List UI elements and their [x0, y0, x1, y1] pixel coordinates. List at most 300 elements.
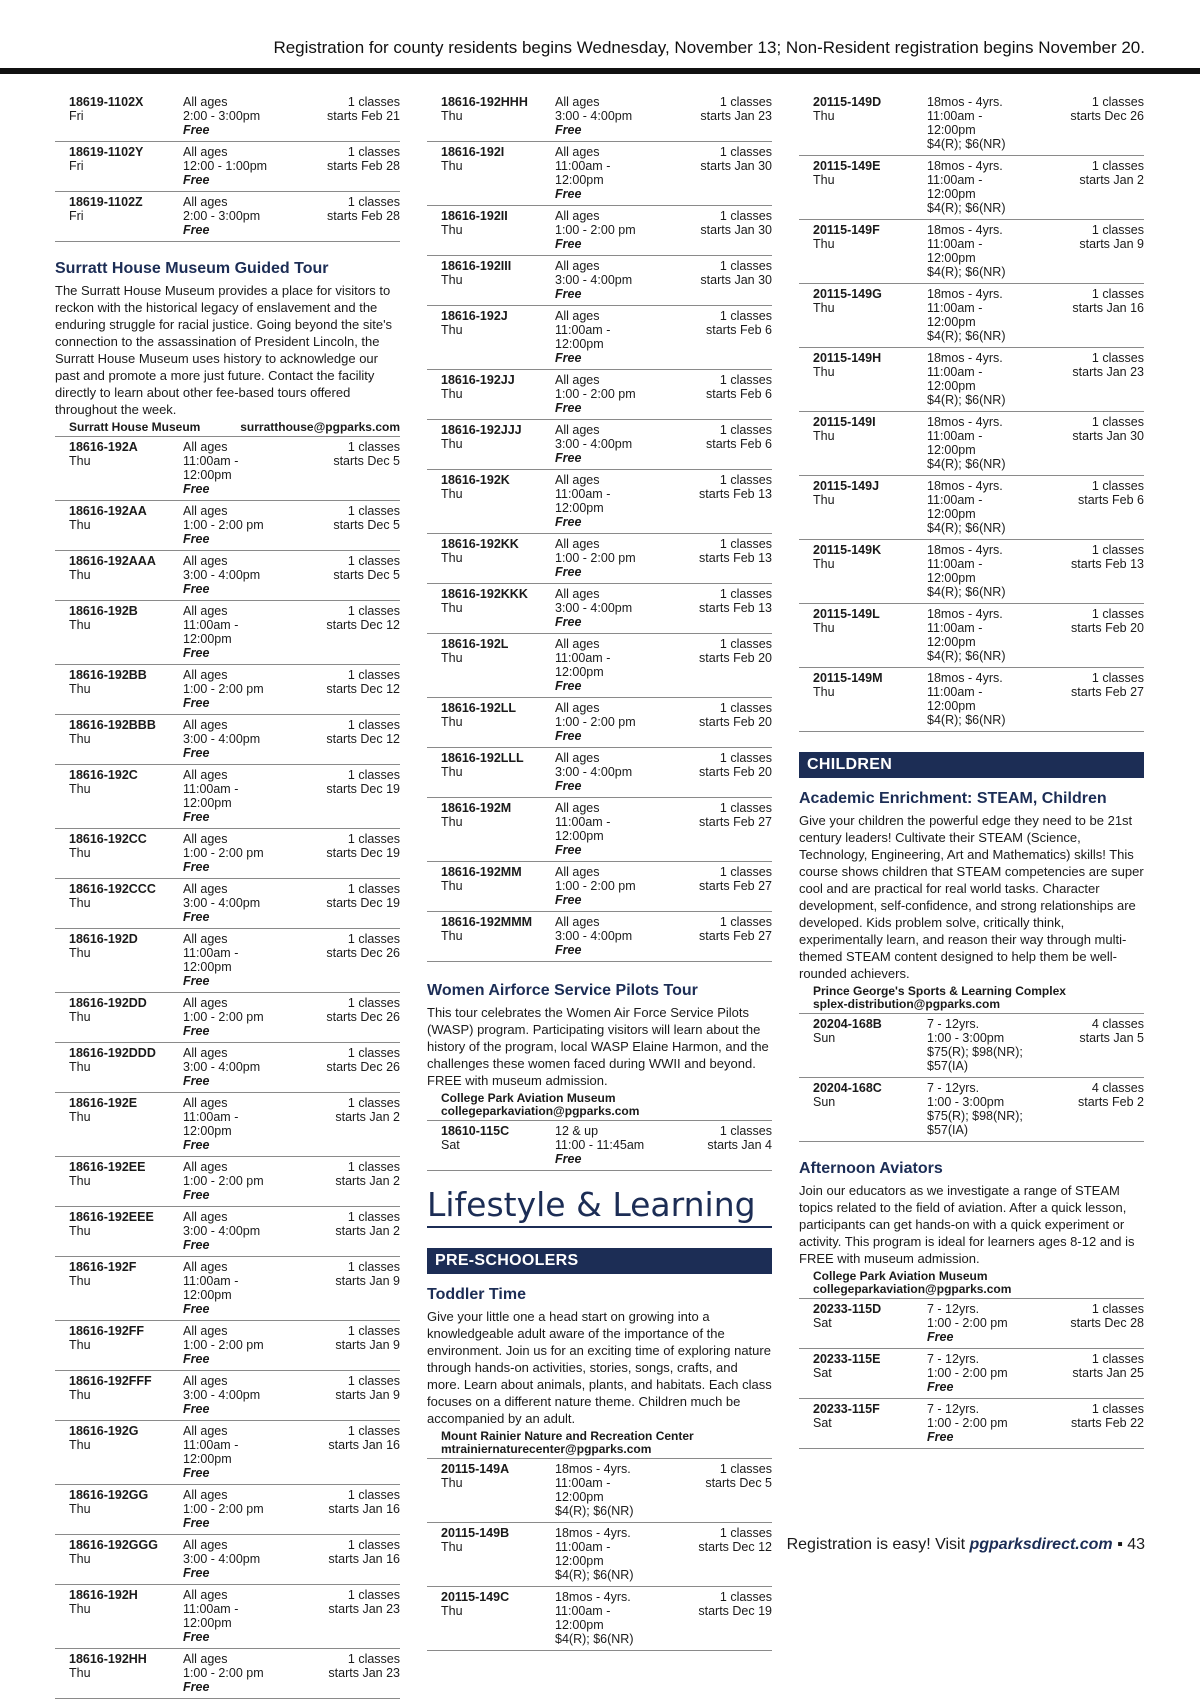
- ages-time-cell: [555, 423, 662, 465]
- class-code: 18616-192JJ: [441, 373, 515, 387]
- classes-start-cell: [1034, 1017, 1144, 1073]
- location-name: College Park Aviation Museum: [441, 1091, 616, 1105]
- classes-start-cell: [1034, 287, 1144, 343]
- class-fee: $4(R); $6(NR): [555, 1632, 634, 1646]
- location-name: Prince George's Sports & Learning Complex: [813, 984, 1066, 998]
- class-row: [427, 634, 772, 698]
- class-code: 20115-149G: [813, 287, 882, 301]
- class-row: [55, 501, 400, 551]
- section-title: Toddler Time: [427, 1286, 526, 1303]
- class-start: starts Jan 16: [328, 1438, 400, 1452]
- class-ages: 18mos - 4yrs.: [927, 607, 1003, 621]
- class-time: 11:00am - 12:00pm: [927, 493, 983, 521]
- class-day: Thu: [69, 518, 91, 532]
- class-fee: Free: [555, 893, 582, 907]
- class-time: 12:00 - 1:00pm: [183, 159, 268, 173]
- classes-start-cell: [290, 1046, 400, 1088]
- class-row: [799, 220, 1144, 284]
- class-start: starts Feb 20: [1071, 621, 1144, 635]
- column-2: [427, 92, 772, 1651]
- class-count: 1 classes: [347, 996, 400, 1010]
- class-count: 4 classes: [1091, 1017, 1144, 1031]
- class-code: 18616-192FF: [69, 1324, 145, 1338]
- ages-time-cell: [183, 604, 290, 660]
- class-code: 18610-115C: [441, 1124, 510, 1138]
- class-fee: Free: [183, 1352, 210, 1366]
- class-day: Thu: [69, 618, 91, 632]
- class-code: 18619-1102Y: [69, 145, 144, 159]
- class-time: 11:00am - 12:00pm: [555, 323, 611, 351]
- class-count: 1 classes: [719, 473, 772, 487]
- class-start: starts Jan 23: [1072, 365, 1144, 379]
- class-ages: All ages: [555, 801, 600, 815]
- class-count: 1 classes: [1091, 671, 1144, 685]
- class-fee: Free: [555, 401, 582, 415]
- class-fee: $4(R); $6(NR): [927, 585, 1006, 599]
- class-fee: Free: [183, 1680, 210, 1694]
- class-start: starts Dec 19: [326, 846, 400, 860]
- ages-time-cell: [183, 882, 290, 924]
- class-ages: All ages: [183, 718, 228, 732]
- class-day: Sun: [813, 1095, 836, 1109]
- class-code: 20115-149A: [441, 1462, 510, 1476]
- class-row: [427, 584, 772, 634]
- class-fee: Free: [183, 1302, 210, 1316]
- class-count: 1 classes: [719, 259, 772, 273]
- class-start: starts Jan 2: [1079, 173, 1144, 187]
- location-email[interactable]: collegeparkaviation@pgparks.com: [813, 1282, 1012, 1296]
- class-fee: $4(R); $6(NR): [555, 1568, 634, 1582]
- code-day-cell: [813, 415, 927, 471]
- classes-start-cell: [1034, 95, 1144, 151]
- class-ages: All ages: [555, 259, 600, 273]
- class-row: [55, 1649, 400, 1699]
- class-day: Thu: [69, 946, 91, 960]
- location-email[interactable]: collegeparkaviation@pgparks.com: [441, 1104, 640, 1118]
- class-row: [55, 765, 400, 829]
- class-ages: 18mos - 4yrs.: [927, 95, 1003, 109]
- class-row: [55, 1093, 400, 1157]
- code-day-cell: [441, 209, 555, 251]
- code-day-cell: [441, 701, 555, 743]
- class-ages: 18mos - 4yrs.: [927, 479, 1003, 493]
- classes-start-cell: [290, 1160, 400, 1202]
- classes-start-cell: [662, 209, 772, 251]
- code-day-cell: [69, 996, 183, 1038]
- classes-start-cell: [662, 751, 772, 793]
- code-day-cell: [441, 637, 555, 693]
- class-day: Thu: [441, 551, 463, 565]
- ages-time-cell: [183, 1324, 290, 1366]
- class-count: 1 classes: [347, 1160, 400, 1174]
- class-row: [799, 156, 1144, 220]
- class-count: 1 classes: [1091, 287, 1144, 301]
- ages-time-cell: [555, 309, 662, 365]
- location-name: College Park Aviation Museum: [813, 1269, 988, 1283]
- location-email[interactable]: splex-distribution@pgparks.com: [813, 997, 1001, 1011]
- class-day: Thu: [441, 765, 463, 779]
- code-day-cell: [69, 504, 183, 546]
- class-count: 1 classes: [719, 95, 772, 109]
- ages-time-cell: [183, 1160, 290, 1202]
- ages-time-cell: [927, 607, 1034, 663]
- ages-time-cell: [555, 1526, 662, 1582]
- class-row: [427, 798, 772, 862]
- classes-start-cell: [290, 95, 400, 137]
- class-list: [427, 1459, 772, 1651]
- class-count: 1 classes: [719, 423, 772, 437]
- class-fee: $75(R); $98(NR); $57(IA): [927, 1109, 1023, 1137]
- class-code: 20115-149E: [813, 159, 881, 173]
- class-count: 1 classes: [719, 637, 772, 651]
- code-day-cell: [69, 1046, 183, 1088]
- class-fee: Free: [183, 1630, 210, 1644]
- section-description: Give your little one a head start on growing into a knowledgeable adult aware of the importance of the environment. Join us for an exciting time of exploring nature through hands-on activities, stories, songs, crafts, and more. Learn about animals, plants, and habitats. Each class focuses on a different nature theme. Children much be accompanied by an adult.: [427, 1309, 772, 1426]
- class-start: starts Jan 16: [328, 1552, 400, 1566]
- classes-start-cell: [290, 832, 400, 874]
- class-fee: $4(R); $6(NR): [927, 329, 1006, 343]
- code-day-cell: [69, 95, 183, 137]
- class-ages: 18mos - 4yrs.: [555, 1526, 631, 1540]
- class-ages: 18mos - 4yrs.: [927, 351, 1003, 365]
- class-count: 1 classes: [347, 1210, 400, 1224]
- class-time: 11:00am - 12:00pm: [927, 173, 983, 201]
- class-ages: All ages: [555, 915, 600, 929]
- class-row: [55, 142, 400, 192]
- class-time: 1:00 - 2:00 pm: [555, 387, 636, 401]
- class-fee: Free: [927, 1430, 954, 1444]
- class-code: 18616-192BBB: [69, 718, 156, 732]
- class-start: starts Dec 26: [326, 1010, 400, 1024]
- class-day: Thu: [441, 815, 463, 829]
- class-ages: 18mos - 4yrs.: [927, 543, 1003, 557]
- class-code: 18616-192KKK: [441, 587, 528, 601]
- class-count: 1 classes: [347, 1260, 400, 1274]
- class-time: 11:00am - 12:00pm: [183, 618, 239, 646]
- class-row: [799, 668, 1144, 732]
- code-day-cell: [69, 1652, 183, 1694]
- class-code: 20115-149K: [813, 543, 882, 557]
- class-count: 1 classes: [1091, 1302, 1144, 1316]
- class-fee: Free: [555, 287, 582, 301]
- class-row: [55, 929, 400, 993]
- class-ages: All ages: [555, 473, 600, 487]
- class-day: Thu: [69, 454, 91, 468]
- class-code: 18616-192MM: [441, 865, 522, 879]
- class-code: 18616-192D: [69, 932, 138, 946]
- class-row: [427, 256, 772, 306]
- ages-time-cell: [183, 996, 290, 1038]
- class-day: Thu: [441, 651, 463, 665]
- ages-time-cell: [183, 1210, 290, 1252]
- ages-time-cell: [183, 668, 290, 710]
- class-start: starts Jan 30: [700, 223, 772, 237]
- class-time: 11:00am - 12:00pm: [183, 1438, 239, 1466]
- classes-start-cell: [1034, 1352, 1144, 1394]
- class-code: 18616-192EEE: [69, 1210, 154, 1224]
- class-list: [427, 1121, 772, 1171]
- class-start: starts Dec 5: [333, 454, 400, 468]
- class-count: 1 classes: [347, 1488, 400, 1502]
- classes-start-cell: [290, 1588, 400, 1644]
- class-count: 1 classes: [1091, 543, 1144, 557]
- class-time: 1:00 - 2:00 pm: [927, 1316, 1008, 1330]
- class-fee: Free: [183, 646, 210, 660]
- class-row: [799, 604, 1144, 668]
- code-day-cell: [813, 1081, 927, 1137]
- ages-time-cell: [183, 1652, 290, 1694]
- class-time: 11:00am - 12:00pm: [183, 1602, 239, 1630]
- class-fee: Free: [183, 810, 210, 824]
- section-description: The Surratt House Museum provides a place for visitors to reckon with the historical legacy of enslavement and the enduring struggle for racial justice. Going beyond the site's connection to the assassination of President Lincoln, the Surratt House Museum uses history to acknowledge our past and promote a more just future. Contact the facility directly to learn about other fee-based tours offered throughout the week.: [55, 283, 393, 417]
- class-day: Thu: [813, 365, 835, 379]
- class-start: starts Dec 12: [326, 682, 400, 696]
- class-fee: Free: [183, 1188, 210, 1202]
- location-email[interactable]: mtrainiernaturecenter@pgparks.com: [441, 1442, 652, 1456]
- class-ages: All ages: [183, 1538, 228, 1552]
- classes-start-cell: [290, 668, 400, 710]
- class-code: 18616-192DD: [69, 996, 147, 1010]
- class-start: starts Feb 13: [699, 487, 772, 501]
- class-ages: All ages: [555, 751, 600, 765]
- ages-time-cell: [183, 1046, 290, 1088]
- class-count: 1 classes: [347, 932, 400, 946]
- location-email[interactable]: surratthouse@pgparks.com: [240, 420, 400, 434]
- class-start: starts Jan 23: [328, 1666, 400, 1680]
- ages-time-cell: [555, 537, 662, 579]
- class-code: 18616-192GGG: [69, 1538, 158, 1552]
- class-fee: Free: [555, 351, 582, 365]
- class-fee: Free: [183, 910, 210, 924]
- class-ages: All ages: [183, 768, 228, 782]
- class-ages: 18mos - 4yrs.: [927, 287, 1003, 301]
- class-start: starts Jan 16: [1072, 301, 1144, 315]
- classes-start-cell: [662, 95, 772, 137]
- class-ages: All ages: [183, 1210, 228, 1224]
- class-fee: Free: [555, 943, 582, 957]
- class-time: 3:00 - 4:00pm: [555, 109, 633, 123]
- class-row: [799, 1014, 1144, 1078]
- class-start: starts Jan 2: [335, 1174, 400, 1188]
- class-time: 1:00 - 2:00 pm: [183, 518, 264, 532]
- ages-time-cell: [555, 95, 662, 137]
- class-start: starts Jan 9: [1079, 237, 1144, 251]
- class-time: 11:00am - 12:00pm: [555, 1540, 611, 1568]
- class-day: Thu: [69, 1110, 91, 1124]
- location-header: [55, 421, 400, 437]
- code-day-cell: [441, 751, 555, 793]
- ages-time-cell: [555, 145, 662, 201]
- code-day-cell: [813, 287, 927, 343]
- class-fee: Free: [555, 615, 582, 629]
- class-ages: 18mos - 4yrs.: [927, 159, 1003, 173]
- class-day: Thu: [441, 223, 463, 237]
- class-start: starts Dec 26: [326, 1060, 400, 1074]
- class-time: 3:00 - 4:00pm: [183, 1552, 261, 1566]
- class-count: 1 classes: [1091, 159, 1144, 173]
- code-day-cell: [813, 1352, 927, 1394]
- class-code: 20233-115E: [813, 1352, 881, 1366]
- class-count: 1 classes: [1091, 479, 1144, 493]
- class-row: [55, 92, 400, 142]
- class-time: 11:00am - 12:00pm: [555, 651, 611, 679]
- classes-start-cell: [662, 473, 772, 529]
- class-day: Thu: [69, 1438, 91, 1452]
- class-ages: All ages: [555, 537, 600, 551]
- class-time: 11:00 - 11:45am: [555, 1138, 645, 1152]
- section-title: Afternoon Aviators: [799, 1160, 943, 1177]
- ages-time-cell: [555, 801, 662, 857]
- code-day-cell: [69, 145, 183, 187]
- class-day: Thu: [441, 1604, 463, 1618]
- class-time: 1:00 - 2:00 pm: [927, 1416, 1008, 1430]
- class-start: starts Dec 19: [698, 1604, 772, 1618]
- class-fee: Free: [183, 123, 210, 137]
- class-day: Fri: [69, 209, 84, 223]
- class-row: [55, 715, 400, 765]
- ages-time-cell: [555, 865, 662, 907]
- classes-start-cell: [290, 604, 400, 660]
- class-start: starts Dec 12: [326, 732, 400, 746]
- class-code: 18616-192F: [69, 1260, 137, 1274]
- class-ages: All ages: [183, 996, 228, 1010]
- class-ages: All ages: [555, 865, 600, 879]
- code-day-cell: [69, 1324, 183, 1366]
- class-day: Thu: [441, 929, 463, 943]
- class-count: 1 classes: [719, 1526, 772, 1540]
- class-ages: All ages: [183, 1588, 228, 1602]
- column-1: [55, 92, 400, 1699]
- class-day: Thu: [69, 1666, 91, 1680]
- class-code: 18616-192JJJ: [441, 423, 522, 437]
- class-start: starts Feb 21: [327, 109, 400, 123]
- class-row: [799, 1399, 1144, 1449]
- classes-start-cell: [1034, 351, 1144, 407]
- class-time: 11:00am - 12:00pm: [555, 159, 611, 187]
- ages-time-cell: [183, 1424, 290, 1480]
- classes-start-cell: [1034, 543, 1144, 599]
- ages-time-cell: [183, 1260, 290, 1316]
- ages-time-cell: [927, 159, 1034, 215]
- class-fee: Free: [183, 746, 210, 760]
- class-count: 1 classes: [347, 604, 400, 618]
- class-start: starts Feb 20: [699, 765, 772, 779]
- class-day: Fri: [69, 109, 84, 123]
- code-day-cell: [69, 718, 183, 760]
- class-fee: Free: [183, 1024, 210, 1038]
- ages-time-cell: [927, 415, 1034, 471]
- classes-start-cell: [1034, 671, 1144, 727]
- code-day-cell: [813, 607, 927, 663]
- code-day-cell: [441, 259, 555, 301]
- class-ages: All ages: [183, 932, 228, 946]
- code-day-cell: [69, 1210, 183, 1252]
- classes-start-cell: [662, 1462, 772, 1518]
- class-code: 20115-149B: [441, 1526, 510, 1540]
- class-fee: $4(R); $6(NR): [927, 649, 1006, 663]
- code-day-cell: [69, 1588, 183, 1644]
- class-day: Thu: [69, 1338, 91, 1352]
- section-description: Join our educators as we investigate a range of STEAM topics related to the field of aviation. After a quick lesson, participants can get hands-on with a quick experiment or activity. This program is ideal for learners ages 8-12 and is FREE with museum admission.: [799, 1183, 1135, 1266]
- ages-time-cell: [183, 1588, 290, 1644]
- classes-start-cell: [1034, 415, 1144, 471]
- class-row: [55, 1535, 400, 1585]
- class-count: 4 classes: [1091, 1081, 1144, 1095]
- header-rule: [0, 68, 1200, 74]
- class-time: 11:00am - 12:00pm: [183, 1274, 239, 1302]
- class-ages: All ages: [183, 195, 228, 209]
- class-start: starts Dec 28: [1070, 1316, 1144, 1330]
- code-day-cell: [813, 479, 927, 535]
- class-count: 1 classes: [347, 1324, 400, 1338]
- ages-time-cell: [183, 440, 290, 496]
- class-fee: Free: [183, 1466, 210, 1480]
- classes-start-cell: [662, 373, 772, 415]
- class-code: 18616-192E: [69, 1096, 138, 1110]
- code-day-cell: [441, 423, 555, 465]
- class-code: 18619-1102Z: [69, 195, 143, 209]
- code-day-cell: [69, 1096, 183, 1152]
- class-ages: 7 - 12yrs.: [927, 1081, 980, 1095]
- classes-start-cell: [290, 1538, 400, 1580]
- class-count: 1 classes: [719, 701, 772, 715]
- class-row: [427, 748, 772, 798]
- lifestyle-learning-heading: Lifestyle & Learning: [427, 1185, 772, 1228]
- class-count: 1 classes: [719, 915, 772, 929]
- class-start: starts Feb 2: [1078, 1095, 1144, 1109]
- ages-time-cell: [555, 209, 662, 251]
- class-count: 1 classes: [347, 195, 400, 209]
- class-row: [55, 1157, 400, 1207]
- class-day: Thu: [441, 879, 463, 893]
- class-fee: $4(R); $6(NR): [555, 1504, 634, 1518]
- class-code: 20115-149H: [813, 351, 882, 365]
- class-ages: 18mos - 4yrs.: [927, 415, 1003, 429]
- class-start: starts Feb 20: [699, 651, 772, 665]
- website-link[interactable]: pgparksdirect.com: [969, 1536, 1113, 1553]
- class-count: 1 classes: [1091, 223, 1144, 237]
- class-code: 20115-149F: [813, 223, 880, 237]
- class-time: 1:00 - 2:00 pm: [555, 551, 636, 565]
- class-count: 1 classes: [347, 1588, 400, 1602]
- ages-time-cell: [183, 832, 290, 874]
- code-day-cell: [69, 832, 183, 874]
- class-fee: Free: [555, 451, 582, 465]
- class-ages: All ages: [183, 440, 228, 454]
- class-day: Thu: [69, 896, 91, 910]
- class-time: 11:00am - 12:00pm: [927, 685, 983, 713]
- class-row: [55, 1421, 400, 1485]
- class-ages: All ages: [183, 1488, 228, 1502]
- ages-time-cell: [555, 637, 662, 693]
- class-day: Thu: [441, 715, 463, 729]
- code-day-cell: [813, 223, 927, 279]
- class-time: 11:00am - 12:00pm: [555, 1476, 611, 1504]
- class-start: starts Feb 27: [699, 879, 772, 893]
- class-time: 3:00 - 4:00pm: [183, 1060, 261, 1074]
- classes-start-cell: [290, 504, 400, 546]
- class-fee: Free: [183, 860, 210, 874]
- code-day-cell: [813, 351, 927, 407]
- class-count: 1 classes: [1091, 415, 1144, 429]
- ages-time-cell: [183, 145, 290, 187]
- code-day-cell: [813, 1017, 927, 1073]
- class-fee: Free: [555, 187, 582, 201]
- classes-start-cell: [662, 309, 772, 365]
- code-day-cell: [69, 440, 183, 496]
- class-day: Thu: [441, 159, 463, 173]
- class-code: 20233-115F: [813, 1402, 880, 1416]
